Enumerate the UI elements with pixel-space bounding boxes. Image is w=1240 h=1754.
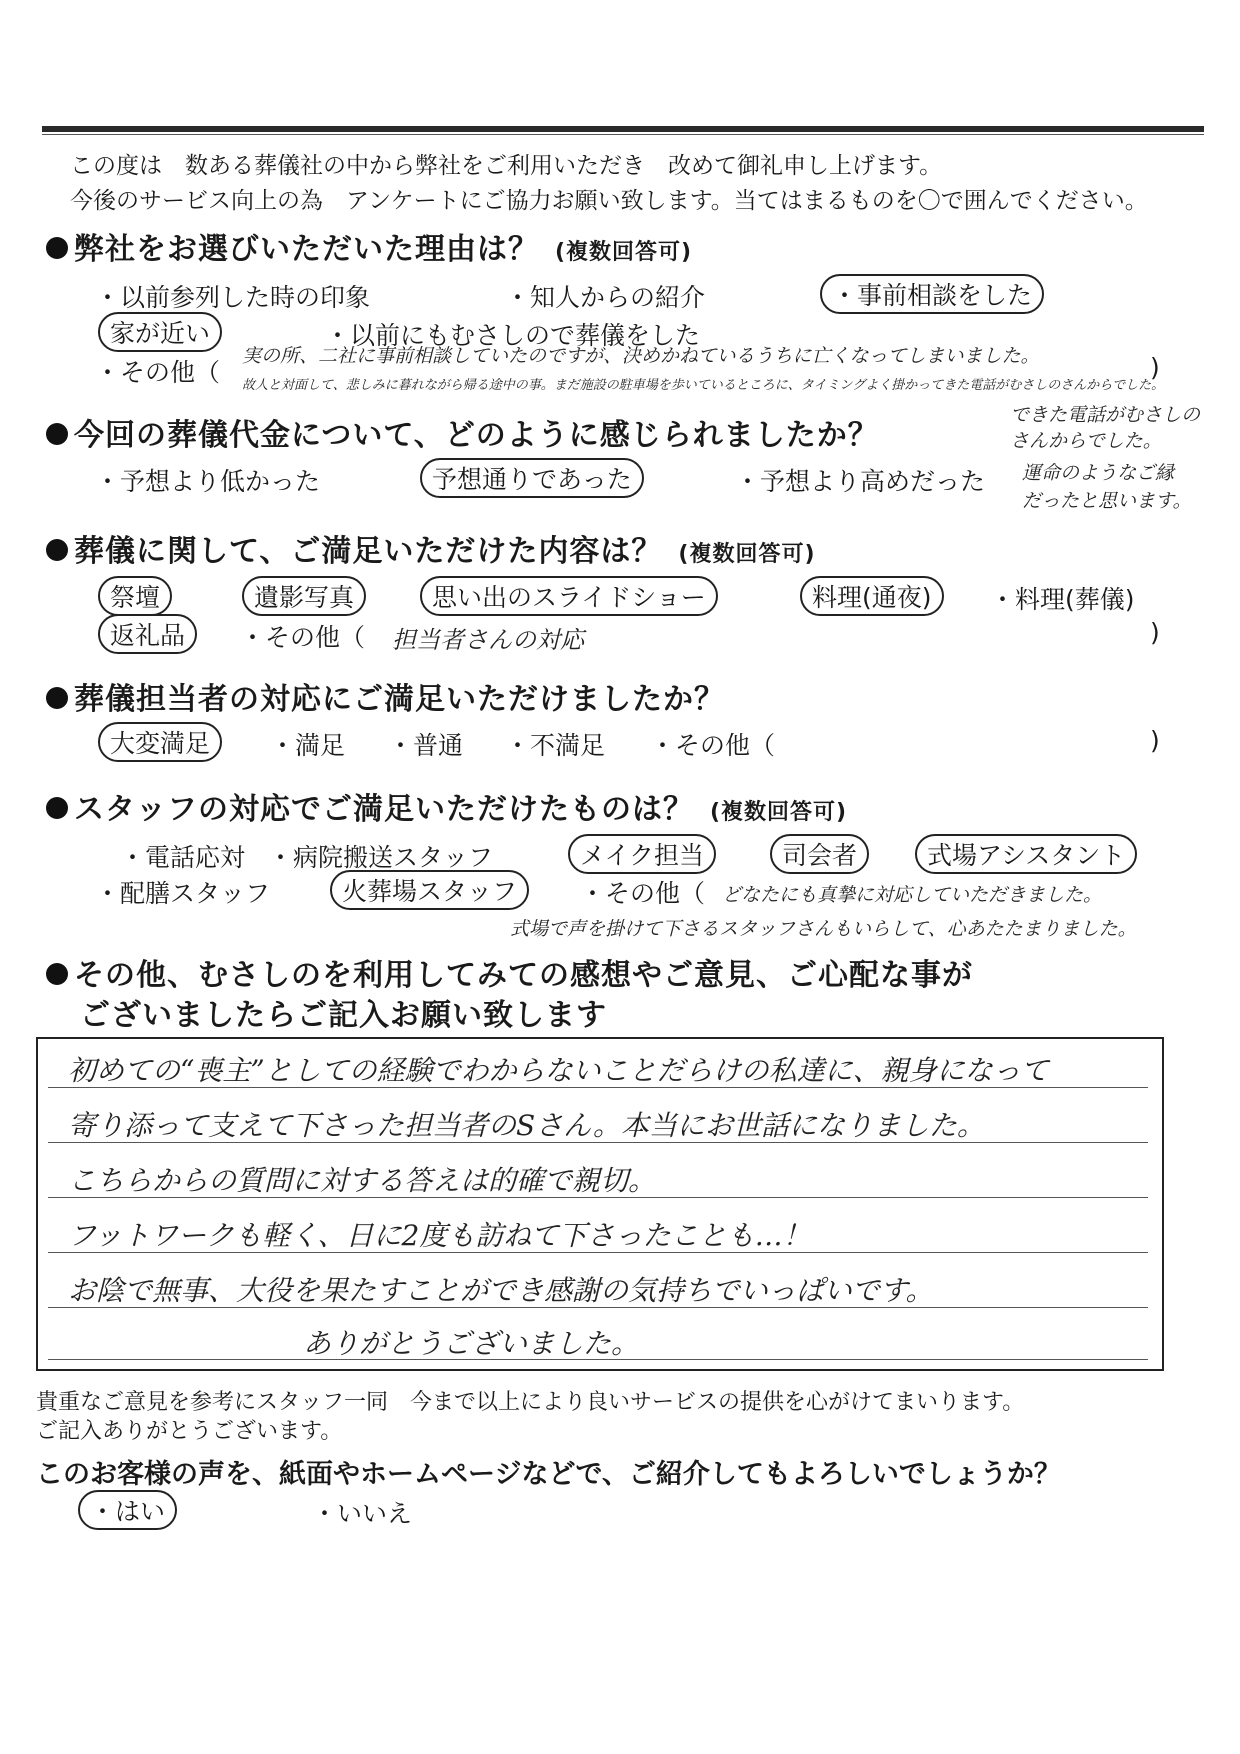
q4-option-other[interactable]: ・その他（: [650, 731, 776, 760]
q3-option-altar[interactable]: 祭壇: [98, 576, 172, 616]
q1-option-previous[interactable]: ・以前にもむさしので葬儀をした: [325, 321, 701, 350]
q5-option-hospital[interactable]: ・病院搬送スタッフ: [268, 843, 494, 872]
footer-line-1: 貴重なご意見を参考にスタッフ一同 今まで以上により良いサービスの提供を心がけてまいります。: [36, 1390, 1025, 1415]
q2-handwriting-1: できた電話がむさしの: [1010, 404, 1201, 426]
comment-line: フットワークも軽く、日に2度も訪ねて下さったことも…！: [68, 1219, 811, 1252]
q2-handwriting-3: 運命のようなご縁: [1022, 462, 1175, 484]
q1-option-consult[interactable]: ・事前相談をした: [820, 274, 1044, 314]
comment-box[interactable]: [36, 1037, 1164, 1371]
q5-option-assistant[interactable]: 式場アシスタント: [915, 834, 1137, 874]
q5-option-serving[interactable]: ・配膳スタッフ: [95, 879, 271, 908]
consent-question: このお客様の声を、紙面やホームページなどで、ご紹介してもよろしいでしょうか？: [36, 1459, 1061, 1490]
q2-option-low[interactable]: ・予想より低かった: [95, 467, 321, 496]
footer-line-2: ご記入ありがとうございます。: [36, 1419, 343, 1444]
bullet-icon: [46, 963, 68, 985]
q1-note: (複数回答可): [555, 240, 693, 265]
comment-line: ありがとうございました。: [303, 1327, 640, 1360]
q5-heading: [46, 784, 847, 828]
q3-option-slideshow[interactable]: 思い出のスライドショー: [420, 576, 718, 616]
q4-option-satisfied[interactable]: ・満足: [270, 731, 346, 760]
q2-option-high[interactable]: ・予想より高めだった: [735, 467, 986, 496]
q5-option-other[interactable]: ・その他（: [580, 879, 706, 908]
intro-line-2: 今後のサービス向上の為 アンケートにご協力お願い致します。当てはまるものを〇で囲んでください。: [70, 188, 1148, 214]
bullet-icon: [46, 687, 68, 709]
q6-heading-text: その他、むさしのを利用してみての感想やご意見、ご心配な事が: [74, 958, 973, 993]
comment-line: こちらからの質問に対する答えは的確で親切。: [68, 1164, 657, 1197]
comment-line: 初めての“喪主”としての経験でわからないことだらけの私達に、親身になって: [68, 1054, 1049, 1087]
q3-heading: [46, 526, 816, 570]
q5-heading-text: スタッフの対応でご満足いただけたものは？: [74, 792, 694, 827]
consent-yes[interactable]: ・はい: [78, 1490, 177, 1530]
q2-heading-text: 今回の葬儀代金について、どのように感じられましたか？: [74, 418, 879, 453]
bullet-icon: [46, 237, 68, 259]
q1-option-referral[interactable]: ・知人からの紹介: [505, 283, 706, 312]
q6-heading-1: [46, 950, 973, 994]
comment-line: 寄り添って支えて下さった担当者のSさん。本当にお世話になりました。: [68, 1109, 985, 1142]
consent-no[interactable]: ・いいえ: [312, 1499, 413, 1528]
q5-other-handwriting-1: どなたにも真摯に対応していただきました。: [722, 884, 1103, 906]
q2-heading: [46, 410, 879, 454]
q4-heading-text: 葬儀担当者の対応にご満足いただけましたか？: [74, 682, 725, 717]
bullet-icon: [46, 539, 68, 561]
q6-heading-2: ございましたらご記入お願い致します: [80, 998, 607, 1033]
q1-heading-text: 弊社をお選びいただいた理由は？: [74, 232, 539, 267]
q2-handwriting-2: さんからでした。: [1010, 430, 1162, 452]
q3-note: (複数回答可): [678, 542, 816, 567]
q5-option-mc[interactable]: 司会者: [770, 834, 869, 874]
q5-option-makeup[interactable]: メイク担当: [568, 834, 716, 874]
q5-option-phone[interactable]: ・電話応対: [120, 843, 246, 872]
top-rule-thin: [42, 134, 1204, 135]
q3-option-gifts[interactable]: 返礼品: [98, 614, 197, 654]
intro-line-1: この度は 数ある葬儀社の中から弊社をご利用いただき 改めて御礼申し上げます。: [70, 153, 943, 179]
q1-option-impression[interactable]: ・以前参列した時の印象: [95, 283, 371, 312]
q4-option-normal[interactable]: ・普通: [388, 731, 464, 760]
q3-close-paren: ): [1150, 618, 1160, 647]
bullet-icon: [46, 797, 68, 819]
q1-option-near[interactable]: 家が近い: [98, 312, 222, 352]
q2-handwriting-4: だったと思います。: [1022, 490, 1192, 512]
q5-option-crematorium[interactable]: 火葬場スタッフ: [330, 870, 529, 910]
q1-other-handwriting-2: 故人と対面して、悲しみに暮れながら帰る途中の事。まだ施設の駐車場を歩いているところに、タイミングよく掛かってきた電話がむさしのさんからでした。: [242, 378, 1165, 393]
q1-close-paren: ): [1150, 353, 1160, 382]
q4-option-unsatisfied[interactable]: ・不満足: [505, 731, 606, 760]
q1-option-other[interactable]: ・その他（: [95, 358, 221, 387]
bullet-icon: [46, 423, 68, 445]
q5-note: (複数回答可): [710, 800, 848, 825]
q1-heading: [46, 224, 692, 268]
q2-option-expected[interactable]: 予想通りであった: [420, 458, 644, 498]
comment-line: お陰で無事、大役を果たすことができ感謝の気持ちでいっぱいです。: [68, 1274, 934, 1307]
q3-option-food-wake[interactable]: 料理(通夜): [800, 576, 944, 616]
q3-option-other[interactable]: ・その他（: [240, 623, 366, 652]
q4-close-paren: ): [1150, 726, 1160, 755]
q3-option-portrait[interactable]: 遺影写真: [242, 576, 366, 616]
q3-heading-text: 葬儀に関して、ご満足いただけた内容は？: [74, 534, 663, 569]
q4-heading: [46, 674, 725, 718]
q3-option-food-funeral[interactable]: ・料理(葬儀): [990, 585, 1135, 614]
q5-other-handwriting-2: 式場で声を掛けて下さるスタッフさんもいらして、心あたたまりました。: [510, 918, 1137, 940]
top-rule: [42, 126, 1204, 132]
q4-option-very[interactable]: 大変満足: [98, 722, 222, 762]
q3-other-handwriting: 担当者さんの対応: [392, 626, 584, 654]
q1-other-handwriting-1: 実の所、二社に事前相談していたのですが、決めかねているうちに亡くなってしまいました。: [242, 345, 1040, 367]
